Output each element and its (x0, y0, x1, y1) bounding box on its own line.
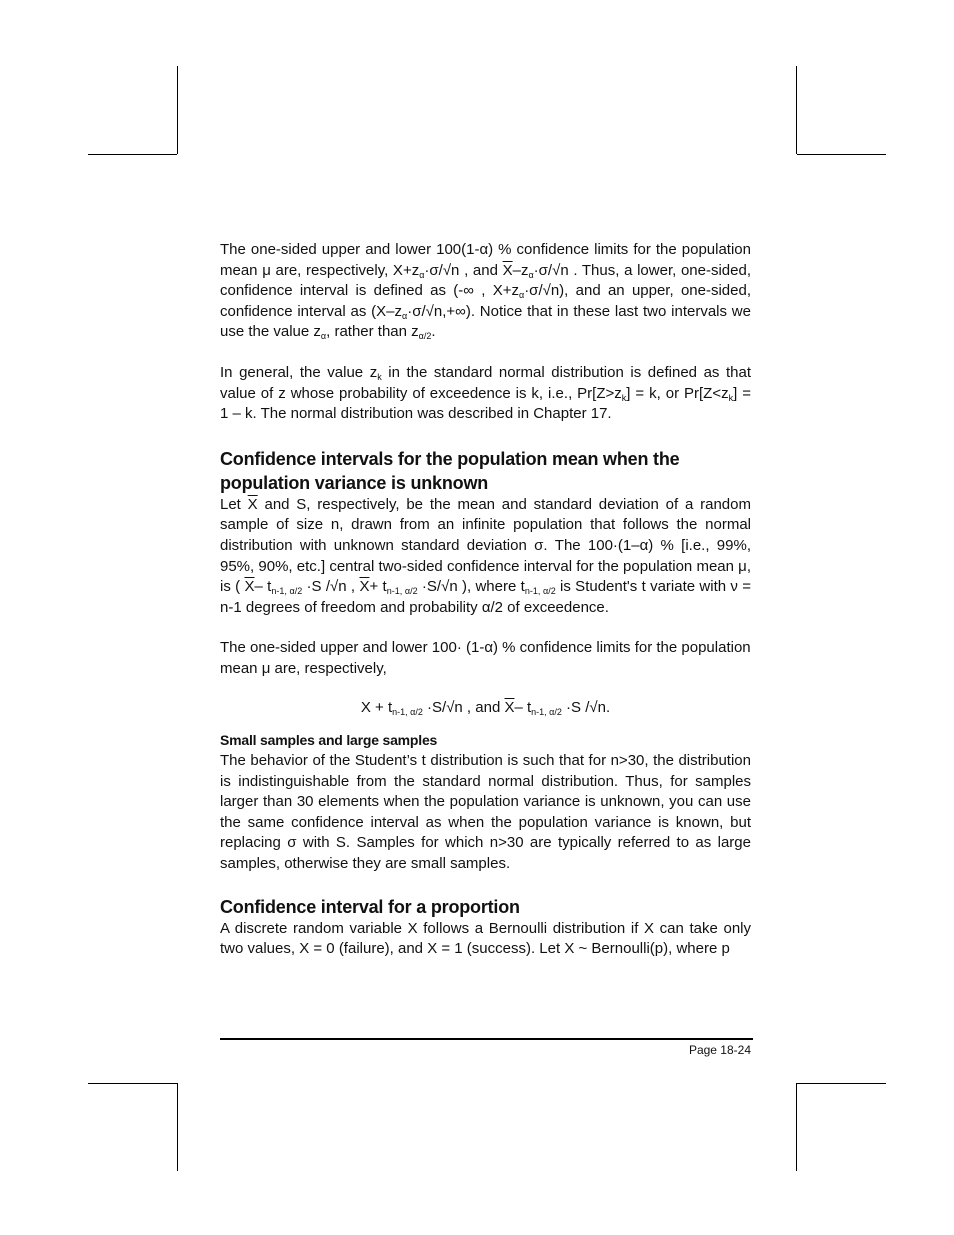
crop-mark (177, 1083, 178, 1171)
crop-mark (177, 66, 178, 154)
paragraph-small-large-samples: The behavior of the Student’s t distribution is such that for n>30, the distribution is indistinguishable from the standard normal distribution. Thus, for samples larger than 30 elements when the population variance is unknown, you can use the same confidence interval as when the population variance is known, but replacing σ with S. Samples for which n>30 are typically referred to as large samples, otherwise they are small samples. (220, 752, 751, 873)
paragraph-one-sided-t-limits: The one-sided upper and lower 100· (1-α) % confidence limits for the population mean μ are, respectively, (220, 639, 751, 677)
page-body (220, 240, 751, 960)
paragraph-one-sided-limits: The one-sided upper and lower 100(1-α) % confidence limits for the population mean μ are, respectively, $X+z_\alpha\cdot\sigma/√n$ , and $\overline{X}-z_\alpha\cdot\sigma/√n$ . Thus, a lower, one-sided, confidence interval is defined as (-∞ , $X+z_\alpha\cdot\sigma/√n$), and an upper, one-sided, confidence interval as $(X-z_\alpha\cdot\sigma/√n,+\infty)$. Notice that in these last two intervals we use the value $z_\alpha$, rather than $z_{\alpha/2}$. (220, 241, 751, 342)
crop-mark (797, 154, 886, 155)
footer-rule (220, 1038, 753, 1040)
crop-mark (796, 66, 797, 154)
crop-mark (88, 1083, 177, 1084)
formula-one-sided-t: $X + t_{n-1, \alpha/2} \cdot S/√n$ , and $\overline{X}-$ $t_{n-1, \alpha/2} \cdot S$ /√n. (360, 698, 611, 717)
paragraph-student-t-interval: Let $\overline{X}$ and S, respectively, be the mean and standard deviation of a random sample of size n, drawn from an infinite population that follows the normal distribution with unknown standard deviation σ. The 100·(1–α) % [i.e., 99%, 95%, 90%, etc.] central two-sided confidence interval for the population mean μ, is ( $\overline{X}-$ $t_{n-1, \alpha/2} \cdot S$ /√n , $\overline{X}+ t_{n-1, \alpha/2} \cdot S/√n$ ), where $t_{n-1, \alpha/2}$ is Student's t variate with ν = n-1 degrees of freedom and probability α/2 of exceedence. (220, 495, 751, 616)
paragraph-zk-definition: In general, the value $z_k$ in the standard normal distribution is defined as that value of z whose probability of exceedence is k, i.e., $Pr[Z>z_k] = k$, or $Pr[Z<z_k] = 1 - k$. The normal distribution was described in Chapter 17. (220, 363, 751, 423)
subsection-heading-small-large-samples: Small samples and large samples (220, 732, 438, 749)
crop-mark (796, 1083, 797, 1171)
crop-mark (88, 154, 177, 155)
section-heading-proportion: Confidence interval for a proportion (220, 896, 520, 917)
paragraph-bernoulli: A discrete random variable X follows a Bernoulli distribution if X can take only two values, X = 0 (failure), and X = 1 (success). Let X ~ Bernoulli(p), where p (220, 919, 751, 958)
crop-mark (797, 1083, 886, 1084)
page-number: Page 18-24 (688, 1043, 751, 1057)
section-heading-unknown-variance: Confidence intervals for the population mean when the population variance is unknown (220, 448, 680, 493)
